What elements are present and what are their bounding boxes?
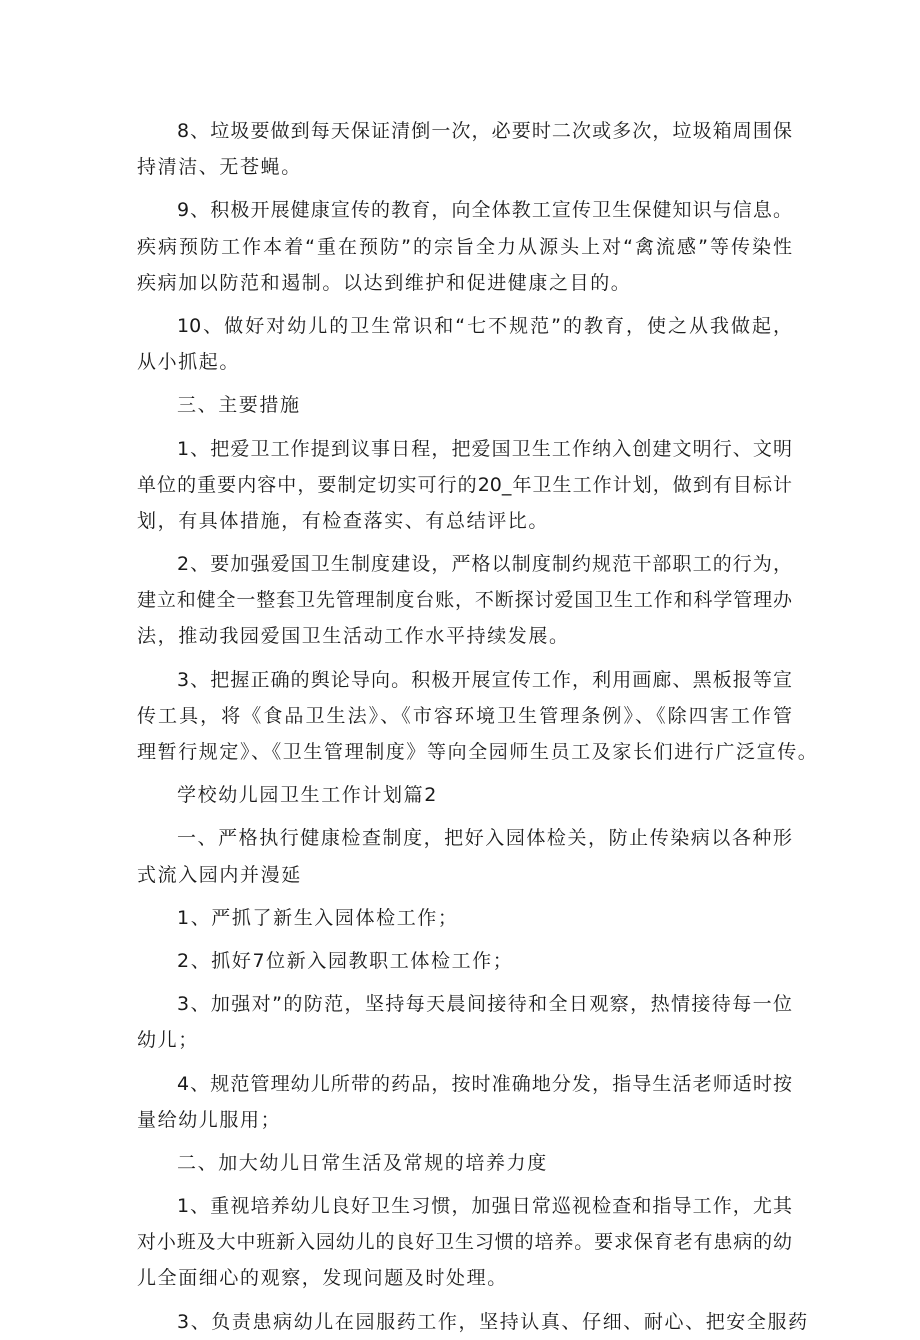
paragraph-line: 8、垃圾要做到每天保证清倒一次，必要时二次或多次，垃圾箱周围保 [177,120,792,142]
paragraph-line: 4、规范管理幼儿所带的药品，按时准确地分发，指导生活老师适时按 [177,1072,792,1095]
paragraph-line: 理暂行规定》、《卫生管理制度》等向全园师生员工及家长们进行广泛宣传。 [137,741,819,763]
paragraph-measure-3 [137,662,819,771]
paragraph-s1-item-3 [137,986,792,1058]
paragraph-line: 学校幼儿园卫生工作计划篇2 [177,784,438,807]
paragraph-line: 从小抓起。 [137,351,241,374]
paragraph-section-2 [137,1145,792,1181]
paragraph-line: 儿全面细心的观察，发现问题及时处理。 [137,1267,508,1290]
paragraph-line: 1、把爱卫工作提到议事日程，把爱国卫生工作纳入创建文明行、文明 [177,437,792,460]
paragraph-line: 单位的重要内容中，要制定切实可行的20_年卫生工作计划，做到有目标计 [137,473,792,496]
paragraph-s1-item-1 [137,900,792,936]
paragraph-line: 10、做好对幼儿的卫生常识和“七不规范”的教育，使之从我做起， [177,314,792,337]
paragraph-measure-1 [137,431,792,540]
paragraph-line: 式流入园内并漫延 [137,863,302,886]
paragraph-line: 3、负责患病幼儿在园服药工作，坚持认真、仔细、耐心、把安全服药 [177,1310,809,1333]
paragraph-line: 持清洁、无苍蝇。 [137,156,302,179]
paragraph-s1-item-4 [137,1066,792,1138]
paragraph-line: 建立和健全一整套卫先管理制度台账，不断探讨爱国卫生工作和科学管理办 [137,589,792,612]
paragraph-section-1 [137,820,792,892]
paragraph-plan-2-title [137,777,792,813]
paragraph-line: 量给幼儿服用； [137,1108,282,1131]
paragraph-line: 划，有具体措施，有检查落实、有总结评比。 [137,509,550,532]
paragraph-line: 3、把握正确的舆论导向。积极开展宣传工作，利用画廊、黑板报等宣 [177,668,792,691]
paragraph-line: 三、主要措施 [177,394,301,417]
paragraph-line: 疾病预防工作本着“重在预防”的宗旨全力从源头上对“禽流感”等传染性 [137,235,792,258]
paragraph-line: 1、严抓了新生入园体检工作； [177,906,459,929]
document-body [137,113,819,1340]
paragraph-line: 传工具，将《食品卫生法》、《市容环境卫生管理条例》、《除四害工作管 [137,704,792,727]
paragraph-s2-item-1 [137,1188,792,1297]
paragraph-s2-item-3 [137,1304,809,1340]
paragraph-line: 1、重视培养幼儿良好卫生习惯，加强日常巡视检查和指导工作，尤其 [177,1195,792,1218]
paragraph-heading-measures [137,387,792,423]
paragraph-line: 3、加强对”的防范，坚持每天晨间接待和全日观察，热情接待每一位 [177,993,792,1016]
paragraph-item-9 [137,192,792,301]
paragraph-line: 幼儿； [137,1029,199,1052]
paragraph-line: 法，推动我园爱国卫生活动工作水平持续发展。 [137,625,570,648]
paragraph-line: 二、加大幼儿日常生活及常规的培养力度 [177,1151,548,1174]
paragraph-item-10 [137,308,792,380]
paragraph-line: 2、抓好7位新入园教职工体检工作； [177,949,514,972]
paragraph-s1-item-2 [137,943,792,979]
paragraph-item-8 [137,113,792,185]
paragraph-line: 对小班及大中班新入园幼儿的良好卫生习惯的培养。要求保育老有患病的幼 [137,1231,792,1254]
paragraph-line: 一、严格执行健康检查制度，把好入园体检关，防止传染病以各种形 [177,827,792,850]
paragraph-line: 疾病加以防范和遏制。以达到维护和促进健康之目的。 [137,271,632,294]
paragraph-line: 2、要加强爱国卫生制度建设，严格以制度制约规范干部职工的行为， [177,553,792,576]
paragraph-measure-2 [137,546,792,655]
paragraph-line: 9、积极开展健康宣传的教育，向全体教工宣传卫生保健知识与信息。 [177,199,792,222]
